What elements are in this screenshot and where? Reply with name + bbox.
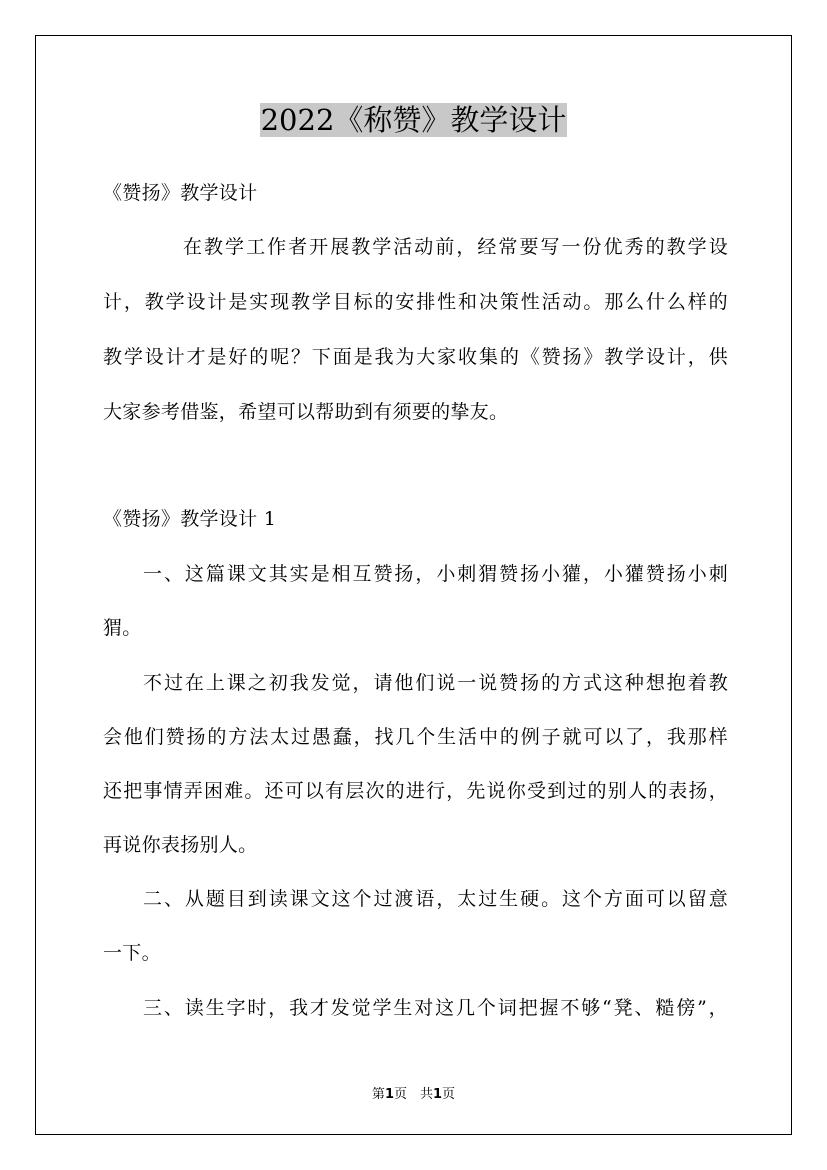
paragraph-line: 猬。: [103, 617, 142, 639]
paragraph-line: 在教学工作者开展教学活动前，经常要写一份优秀的教学设: [183, 236, 728, 258]
page-footer: [0, 1083, 827, 1102]
footer-page-mid: 页 共: [393, 1087, 433, 1102]
section-heading: 《赞扬》教学设计 1: [103, 508, 277, 530]
paragraph-line: 再说你表扬别人。: [103, 834, 258, 856]
footer-page-suffix: 页: [442, 1087, 456, 1102]
document-title-wrap: [0, 100, 827, 140]
paragraph-line: 一下。: [103, 942, 161, 964]
paragraph-line: 不过在上课之初我发觉，请他们说一说赞扬的方式这种想抱着教: [143, 672, 728, 694]
document-title: 2022《称赞》教学设计: [260, 103, 567, 137]
paragraph-line: 三、读生字时，我才发觉学生对这几个词把握不够“凳、糙傍”，: [143, 997, 728, 1019]
paragraph-line: 计，教学设计是实现教学目标的安排性和决策性活动。那么什么样的: [103, 291, 728, 313]
doc-subtitle: 《赞扬》教学设计: [103, 182, 258, 204]
paragraph-line: 大家参考借鉴，希望可以帮助到有须要的挚友。: [103, 401, 509, 423]
paragraph-line: 二、从题目到读课文这个过渡语，太过生硬。这个方面可以留意: [143, 888, 728, 910]
footer-page-total: 1: [433, 1087, 443, 1102]
footer-page-current: 1: [384, 1087, 394, 1102]
paragraph-line: 教学设计才是好的呢？下面是我为大家收集的《赞扬》教学设计，供: [103, 346, 728, 368]
footer-page-prefix: 第: [371, 1087, 385, 1102]
paragraph-line: 还把事情弄困难。还可以有层次的进行，先说你受到过的别人的表扬，: [103, 780, 728, 802]
paragraph-line: 一、这篇课文其实是相互赞扬，小刺猬赞扬小獾，小獾赞扬小刺: [143, 563, 728, 585]
paragraph-line: 会他们赞扬的方法太过愚蠢，找几个生活中的例子就可以了，我那样: [103, 726, 728, 748]
